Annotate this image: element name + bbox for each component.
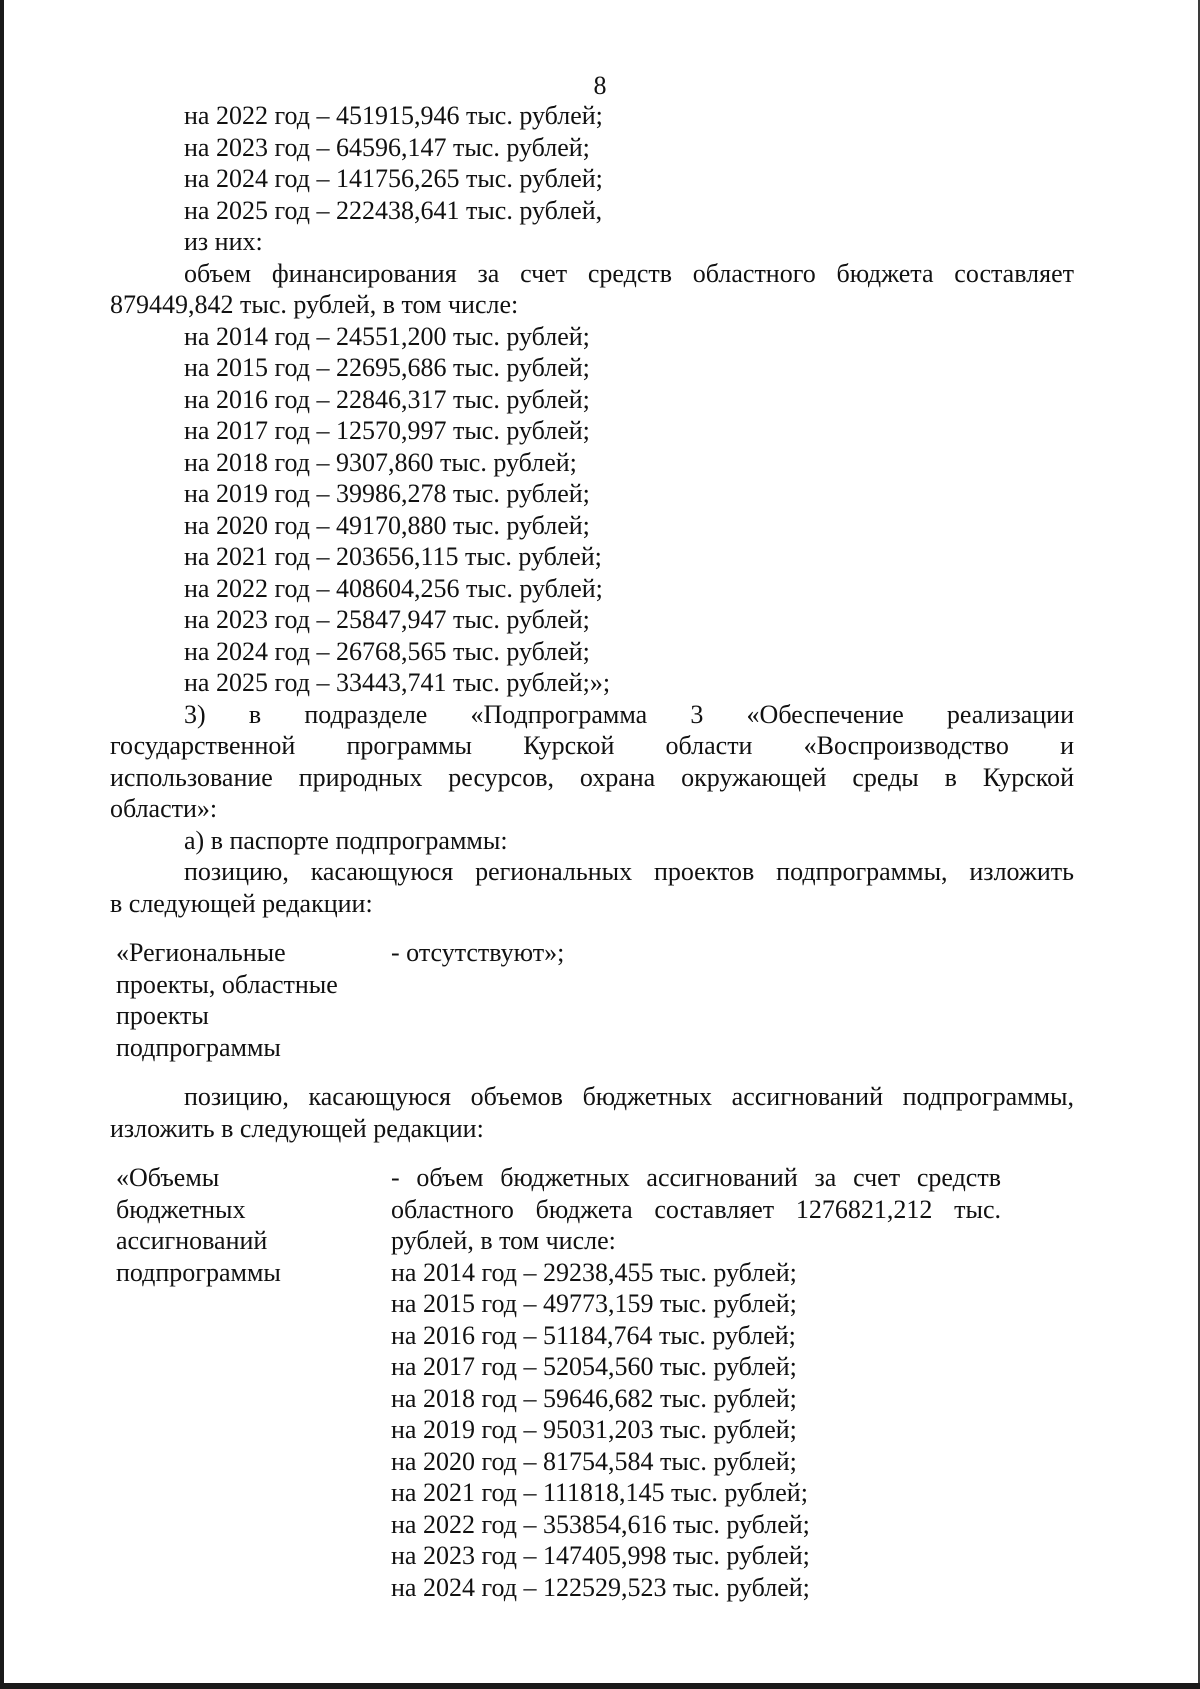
spacer	[110, 1063, 1074, 1081]
table2-right-line2: областного бюджета составляет 1276821,212 тыс.	[391, 1194, 1001, 1224]
table2-year-line: на 2022 год – 353854,616 тыс. рублей;	[391, 1509, 810, 1539]
section3-line3: использование природных ресурсов, охрана окружающей среды в Курской	[110, 762, 1074, 792]
table2-year-line: на 2024 год – 122529,523 тыс. рублей;	[391, 1572, 810, 1602]
table2-year-line: на 2014 год – 29238,455 тыс. рублей;	[391, 1257, 797, 1287]
year-line: на 2014 год – 24551,200 тыс. рублей;	[184, 321, 590, 351]
table1-left-cell	[110, 937, 391, 1063]
table2-year-line: на 2019 год – 95031,203 тыс. рублей;	[391, 1415, 797, 1444]
position1-line1: позицию, касающуюся региональных проектов подпрограммы, изложить	[184, 857, 1074, 886]
table2-year-line: на 2021 год – 111818,145 тыс. рублей;	[391, 1478, 808, 1507]
budget-allocations-table	[110, 1162, 1074, 1603]
regional-projects-table	[110, 937, 1074, 1063]
regional-funding-line2: 879449,842 тыс. рублей, в том числе:	[110, 290, 519, 319]
table2-year-line: на 2023 год – 147405,998 тыс. рублей;	[391, 1541, 810, 1570]
year-line: на 2017 год – 12570,997 тыс. рублей;	[184, 416, 590, 445]
table2-year-line: на 2018 год – 59646,682 тыс. рублей;	[391, 1383, 797, 1413]
year-line: на 2016 год – 22846,317 тыс. рублей;	[184, 384, 590, 414]
table2-year-line: на 2020 год – 81754,584 тыс. рублей;	[391, 1446, 797, 1476]
position2-line2: изложить в следующей редакции:	[110, 1113, 484, 1143]
table1-left-line: подпрограммы	[116, 1032, 281, 1062]
table1-left-line: проекты	[116, 1001, 209, 1030]
table2-right-cell	[391, 1162, 1074, 1603]
table2-year-line: на 2017 год – 52054,560 тыс. рублей;	[391, 1352, 797, 1381]
year-line: на 2024 год – 26768,565 тыс. рублей;	[184, 636, 590, 666]
spacer	[110, 1144, 1074, 1162]
year-line: на 2020 год – 49170,880 тыс. рублей;	[184, 510, 590, 540]
table2-left-line: бюджетных	[116, 1194, 246, 1224]
year-line: на 2018 год – 9307,860 тыс. рублей;	[184, 447, 577, 477]
position2-line1: позицию, касающуюся объемов бюджетных ассигнований подпрограммы,	[184, 1082, 1074, 1111]
table1-right-cell	[391, 937, 1074, 1063]
table1-right-text: - отсутствуют»;	[391, 938, 565, 967]
regional-funding-years	[110, 321, 1074, 699]
section3-item-a: а) в паспорте подпрограммы:	[184, 825, 508, 855]
table2-left-cell	[110, 1162, 391, 1603]
document-body	[110, 100, 1074, 1603]
year-line: на 2023 год – 25847,947 тыс. рублей;	[184, 605, 590, 634]
year-line: на 2019 год – 39986,278 тыс. рублей;	[184, 479, 590, 508]
intro-line: на 2022 год – 451915,946 тыс. рублей;	[184, 101, 603, 130]
table2-left-line: «Объемы	[116, 1163, 220, 1192]
table2-left-line: ассигнований	[116, 1226, 268, 1255]
table2-right-line3: рублей, в том числе:	[391, 1226, 616, 1255]
table2-left-line: подпрограммы	[116, 1257, 281, 1287]
position1-line2: в следующей редакции:	[110, 888, 373, 918]
section3-line1: 3) в подразделе «Подпрограмма 3 «Обеспечение реализации	[184, 699, 1074, 729]
year-line: на 2021 год – 203656,115 тыс. рублей;	[184, 542, 602, 571]
scan-edge-left	[0, 0, 4, 1689]
table2-year-line: на 2016 год – 51184,764 тыс. рублей;	[391, 1320, 796, 1350]
scan-edge-bottom	[0, 1683, 1200, 1689]
section3-line2: государственной программы Курской области «Воспроизводство и	[110, 731, 1074, 760]
table2-right-line1: - объем бюджетных ассигнований за счет средств	[391, 1163, 1001, 1192]
year-line: на 2022 год – 408604,256 тыс. рублей;	[184, 573, 603, 603]
page-number: 8	[593, 71, 607, 100]
spacer	[110, 919, 1074, 937]
table1-left-line: проекты, областные	[116, 969, 338, 999]
year-line: на 2025 год – 33443,741 тыс. рублей;»;	[184, 668, 611, 697]
intro-line: на 2023 год – 64596,147 тыс. рублей;	[184, 132, 590, 162]
table2-year-line: на 2015 год – 49773,159 тыс. рублей;	[391, 1289, 797, 1318]
intro-line: на 2025 год – 222438,641 тыс. рублей,	[184, 195, 603, 225]
year-line: на 2015 год – 22695,686 тыс. рублей;	[184, 353, 590, 382]
table1-left-line: «Региональные	[116, 938, 286, 967]
intro-line: из них:	[184, 227, 263, 256]
regional-funding-line1: объем финансирования за счет средств областного бюджета составляет	[184, 258, 1074, 288]
section3-line4: области»:	[110, 794, 218, 823]
intro-line: на 2024 год – 141756,265 тыс. рублей;	[184, 164, 603, 193]
